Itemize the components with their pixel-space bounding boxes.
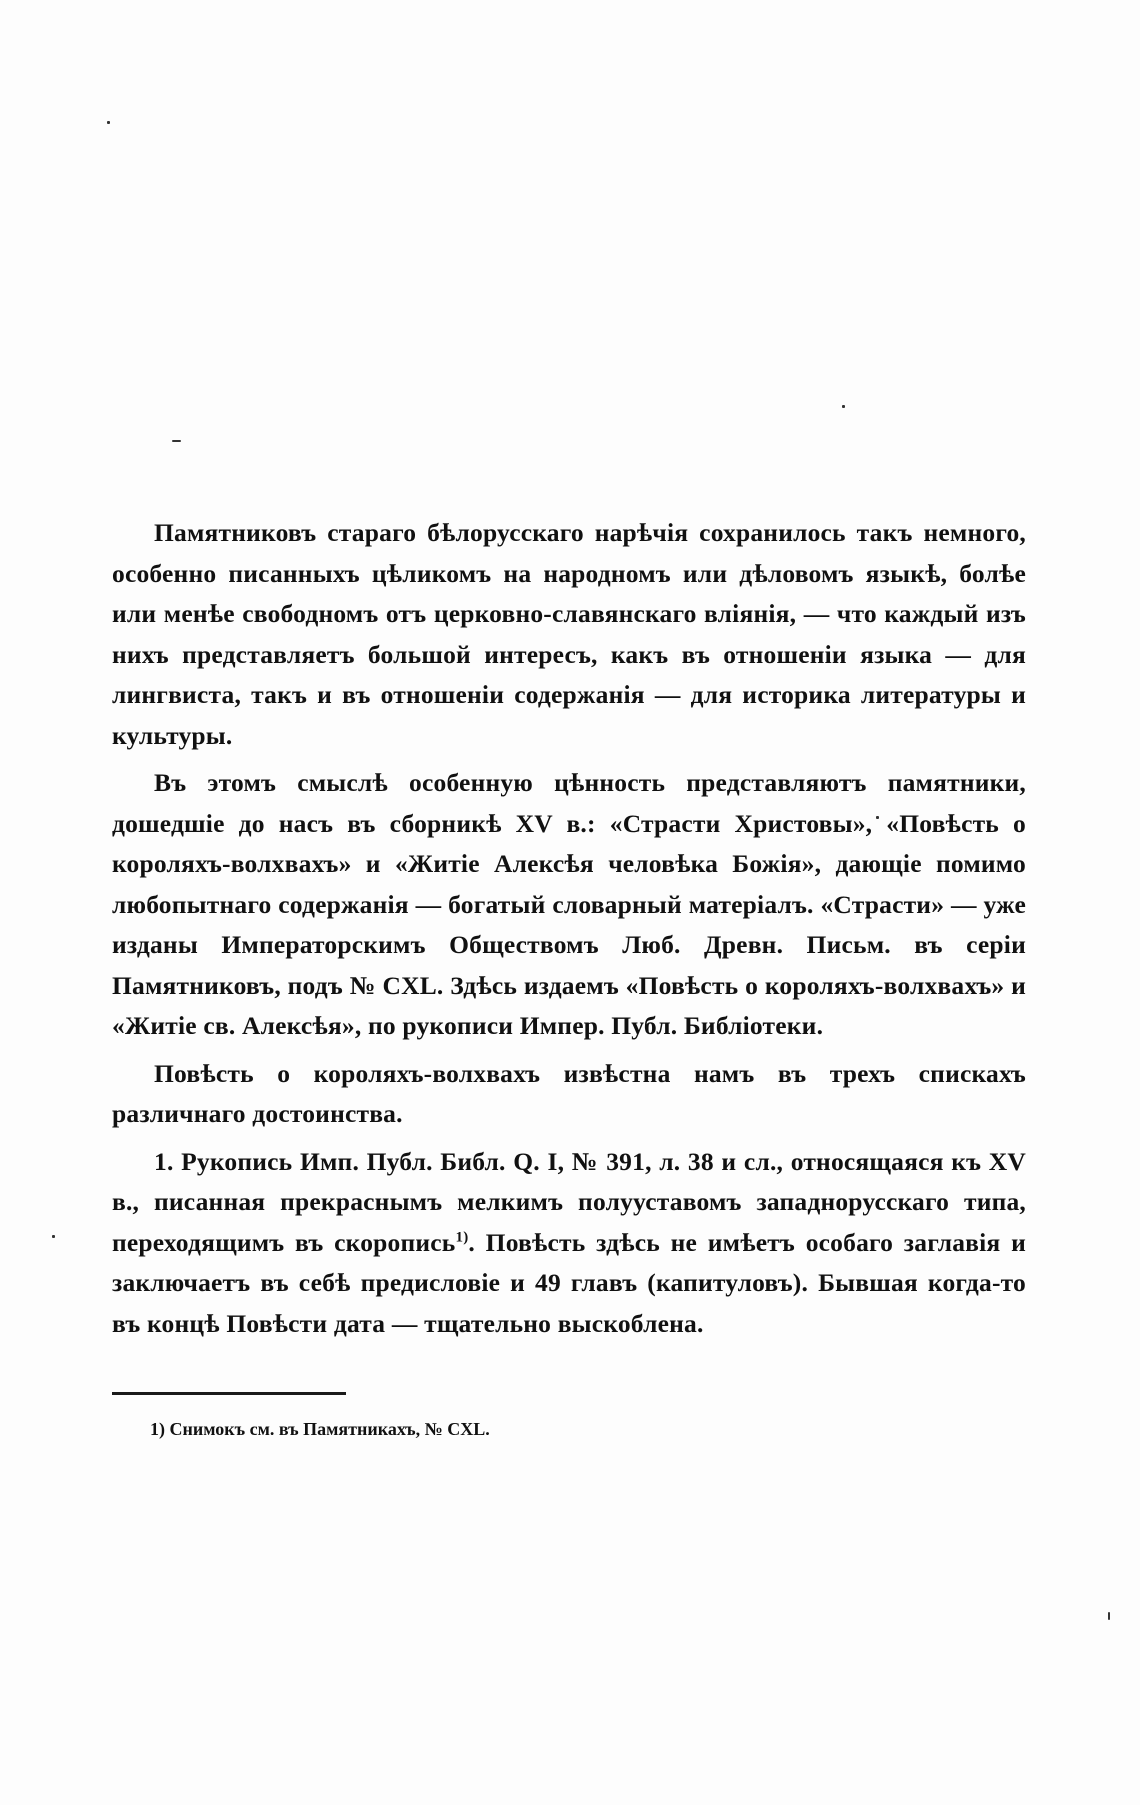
main-text	[112, 513, 1026, 1344]
scan-speck	[842, 405, 845, 408]
footnote-divider	[112, 1392, 346, 1395]
paragraph-lists: Повѣсть о короляхъ-волхвахъ извѣстна намъ въ трехъ спискахъ различнаго достоинства.	[112, 1058, 1026, 1128]
item-1-continuation: . Повѣсть здѣсь не имѣетъ особаго заглавія и заключаетъ въ себѣ предисловіе и 49 главъ (капитуловъ). Бывшая когда-то въ концѣ Повѣсти дата — тщательно выскоблена.	[112, 1227, 1026, 1338]
footnote-reference: 1)	[455, 1229, 469, 1245]
scan-speck	[52, 1235, 55, 1238]
paragraph-monuments: Въ этомъ смыслѣ особенную цѣнность представляютъ памятники, дошедшіе до насъ въ сборникѣ XV в.: «Страсти Христовы», «Повѣсть о короляхъ-волхвахъ» и «Житіе Алексѣя человѣка Божія», дающіе помимо любопытнаго содержанія — богатый словарный матеріалъ. «Страсти» — уже изданы Императорскимъ Обществомъ Люб. Древн. Письм. въ серіи Памятниковъ, подъ № CXL. Здѣсь издаемъ «Повѣсть о короляхъ-волхвахъ» и «Житіе св. Алексѣя», по рукописи Импер. Публ. Библіотеки.	[112, 768, 1026, 1040]
scan-speck	[1108, 1612, 1110, 1620]
scan-speck	[172, 440, 181, 442]
item-1-text: 1. Рукопись Имп. Публ. Библ. Q. I, № 391, л. 38 и сл., относящаяся къ XV в., писанная прекраснымъ мелкимъ полууставомъ западнорусскаго типа, переходящимъ въ скоропись	[112, 1146, 1026, 1257]
scan-speck	[107, 121, 110, 124]
footnote: 1) Снимокъ см. въ Памятникахъ, № CXL.	[150, 1419, 490, 1439]
paragraph-intro: Памятниковъ стараго бѣлорусскаго нарѣчія сохранилось такъ немного, особенно писанныхъ цѣликомъ на народномъ или дѣловомъ языкѣ, болѣе или менѣе свободномъ отъ церковно-славянскаго вліянія, — что каждый изъ нихъ представляетъ большой интересъ, какъ въ отношеніи языка — для лингвиста, такъ и въ отношеніи содержанія — для историка литературы и культуры.	[112, 518, 1026, 750]
paragraph-item-1	[112, 1142, 1026, 1345]
